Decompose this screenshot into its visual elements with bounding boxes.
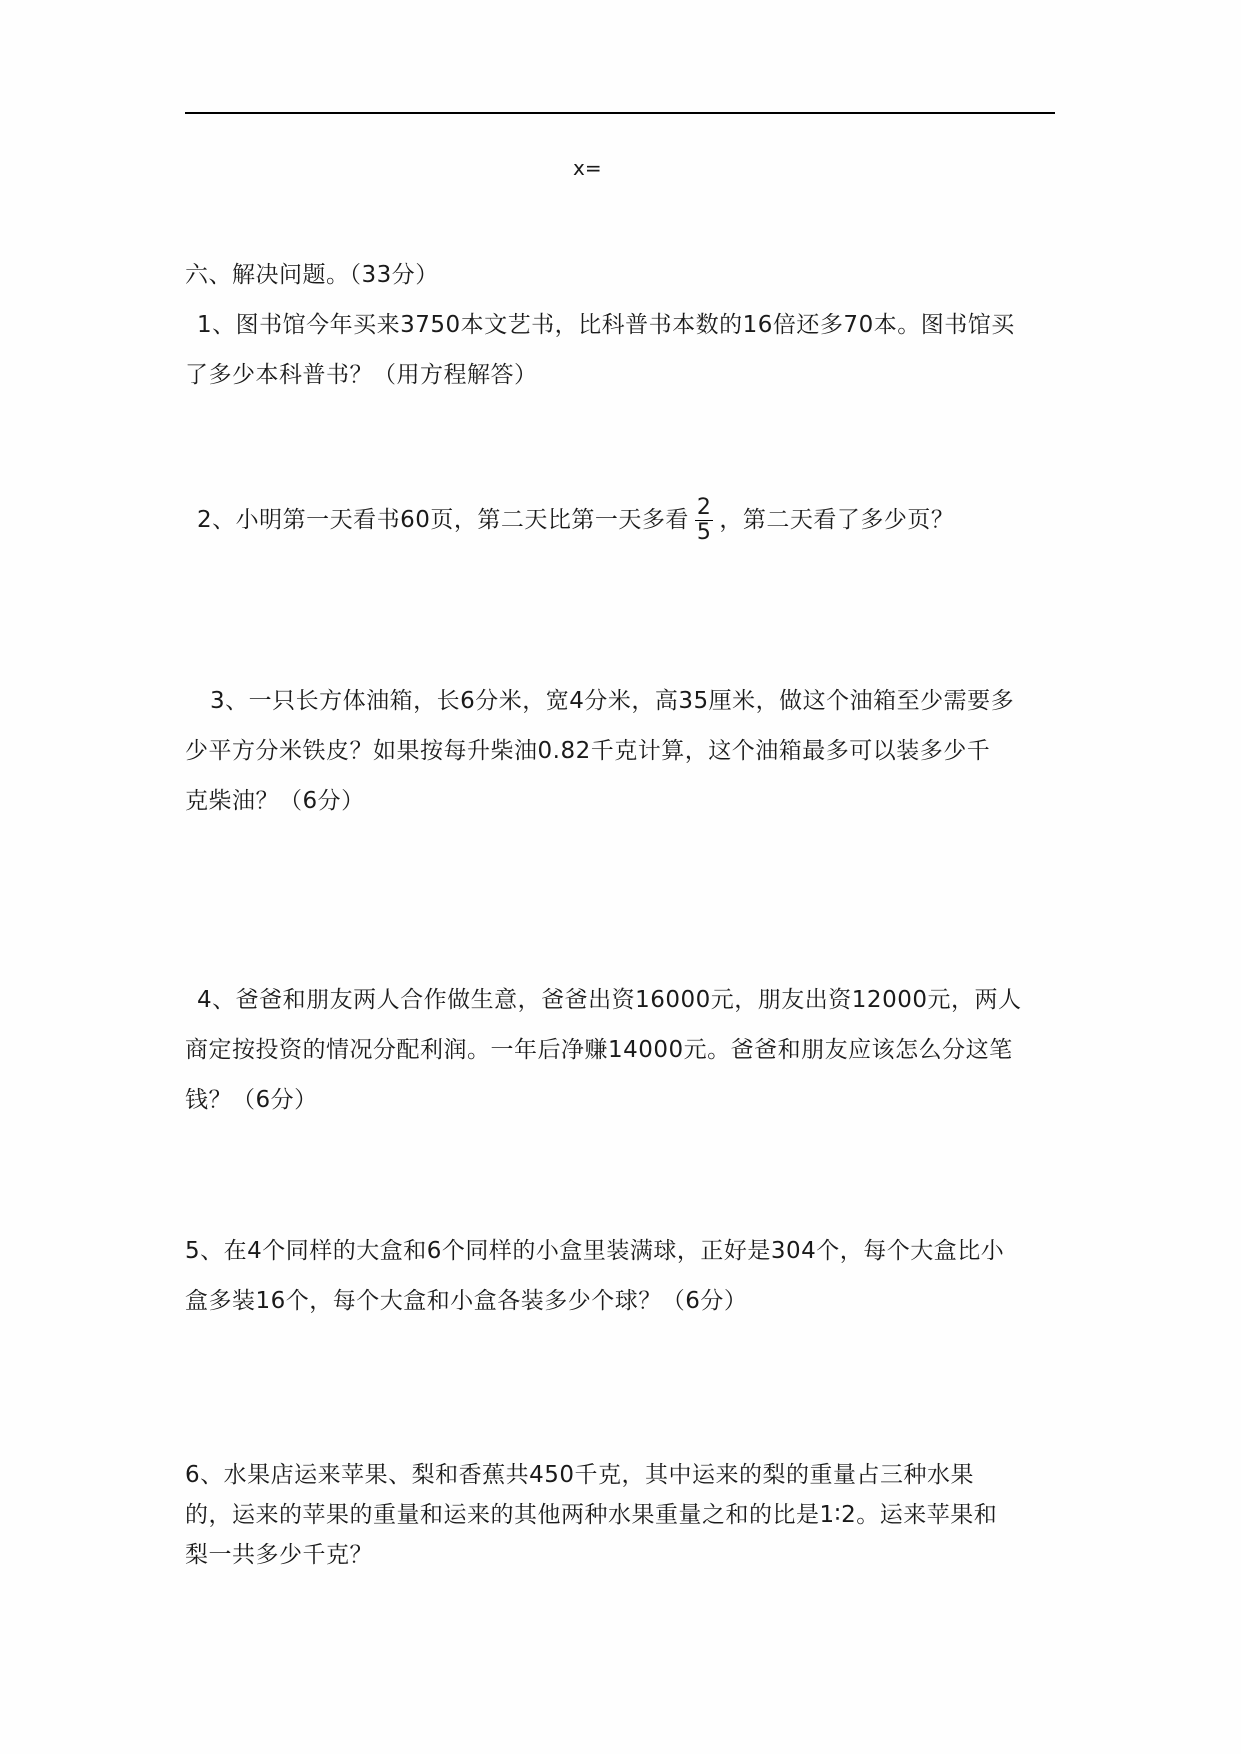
- problem-4-line-2: 商定按投资的情况分配利润。一年后净赚14000元。爸爸和朋友应该怎么分这笔: [185, 1037, 1013, 1063]
- fraction-denominator: 5: [696, 520, 712, 546]
- problem-5-line-1: 5、在4个同样的大盒和6个同样的小盒里装满球，正好是304个，每个大盒比小: [185, 1238, 1005, 1264]
- equation-fragment: x=: [573, 156, 602, 180]
- problem-2: [197, 496, 954, 545]
- problem-3-line-2: 少平方分米铁皮？如果按每升柴油0.82千克计算，这个油箱最多可以装多少千: [185, 738, 991, 764]
- problem-3-line-1: 3、一只长方体油箱，长6分米，宽4分米，高35厘米，做这个油箱至少需要多: [210, 688, 1015, 714]
- top-rule: [185, 112, 1055, 114]
- problem-4-line-1: 4、爸爸和朋友两人合作做生意，爸爸出资16000元，朋友出资12000元，两人: [197, 987, 1022, 1013]
- problem-6-line-1: 6、水果店运来苹果、梨和香蕉共450千克，其中运来的梨的重量占三种水果: [185, 1462, 975, 1488]
- fraction-numerator: 2: [696, 495, 712, 520]
- problem-6-line-3: 梨一共多少千克？: [185, 1542, 373, 1568]
- problem-3-line-3: 克柴油？（6分）: [185, 788, 365, 814]
- fraction: [695, 496, 714, 545]
- section-title: 六、解决问题。（33分）: [185, 262, 439, 288]
- problem-2-text-after: ，第二天看了多少页？: [719, 507, 955, 534]
- problem-1-line-2: 了多少本科普书？（用方程解答）: [185, 362, 538, 388]
- problem-6-line-2: 的，运来的苹果的重量和运来的其他两种水果重量之和的比是1∶2。运来苹果和: [185, 1502, 998, 1528]
- problem-2-text-before: 2、小明第一天看书60页，第二天比第一天多看: [197, 507, 689, 534]
- problem-4-line-3: 钱？（6分）: [185, 1087, 318, 1113]
- problem-1-line-1: 1、图书馆今年买来3750本文艺书，比科普书本数的16倍还多70本。图书馆买: [197, 312, 1015, 338]
- problem-5-line-2: 盒多装16个，每个大盒和小盒各装多少个球？（6分）: [185, 1288, 748, 1314]
